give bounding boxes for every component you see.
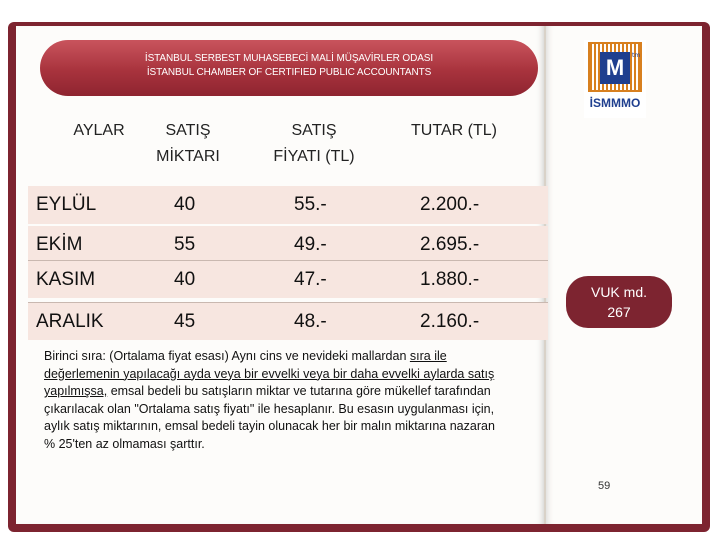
cell-month: EKİM (36, 234, 83, 255)
logo-frame (588, 42, 642, 92)
cell-price: 55.- (294, 194, 327, 215)
header-qty-line1: SATIŞ (165, 122, 211, 139)
vuk-line1: VUK md. (590, 284, 647, 300)
paragraph-part1: Birinci sıra: (Ortalama fiyat esası) Aynı cins ve nevideki mallardan (44, 349, 410, 363)
paragraph-part2: emsal bedeli bu satışların miktar ve tutarına göre mükellef tarafından çıkarılacak olan "Ortalama satış fiyatı" ile hesaplanır. Bu esasın uygulanması için, aylık satış miktarının, emsal bedeli tayin olunacak her bir malın miktarına nazaran % 25'ten az olmaması şarttır. (44, 384, 495, 451)
logo-trademark: tm (632, 52, 641, 59)
cell-total: 2.200.- (420, 194, 480, 215)
vuk-reference-badge (566, 276, 672, 328)
explanation-paragraph (44, 348, 496, 453)
ismmmo-logo (584, 40, 646, 118)
header-price (254, 118, 374, 170)
cell-month: KASIM (36, 269, 96, 290)
cell-price: 49.- (294, 234, 327, 255)
page-number: 59 (598, 480, 611, 492)
header-month: AYLAR (73, 122, 125, 139)
table-row (28, 302, 548, 340)
header-title-en: İSTANBUL CHAMBER OF CERTIFIED PUBLIC ACCOUNTANTS (146, 67, 432, 78)
vuk-line2: 267 (607, 304, 631, 320)
table-row (28, 260, 548, 298)
header-qty (138, 118, 238, 170)
header-total: TUTAR (TL) (411, 122, 497, 139)
header-qty-line2: MİKTARI (156, 148, 220, 165)
paragraph-underlined: sıra ile değerlemenin yapılacağı ayda veya bir evvelki veya bir daha evvelki aylarda satış yapılmışsa, (44, 349, 495, 398)
cell-total: 2.695.- (420, 234, 480, 255)
cell-price: 47.- (294, 269, 327, 290)
cell-qty: 55 (174, 234, 196, 255)
table-row (28, 186, 548, 224)
cell-total: 2.160.- (420, 311, 480, 332)
header-banner (40, 40, 538, 96)
header-price-line2: FİYATI (TL) (273, 148, 355, 165)
header-price-line1: SATIŞ (291, 122, 337, 139)
header-title-tr: İSTANBUL SERBEST MUHASEBECİ MALİ MÜŞAVİRLER ODASI (144, 53, 434, 64)
table-row (28, 226, 548, 264)
cell-qty: 40 (174, 269, 196, 290)
cell-price: 48.- (294, 311, 327, 332)
logo-letter: M (600, 52, 630, 84)
cell-month: ARALIK (36, 311, 104, 332)
cell-qty: 45 (174, 311, 196, 332)
logo-text: İSMMMO (589, 96, 641, 110)
cell-month: EYLÜL (36, 194, 97, 215)
cell-total: 1.880.- (420, 269, 480, 290)
cell-qty: 40 (174, 194, 196, 215)
